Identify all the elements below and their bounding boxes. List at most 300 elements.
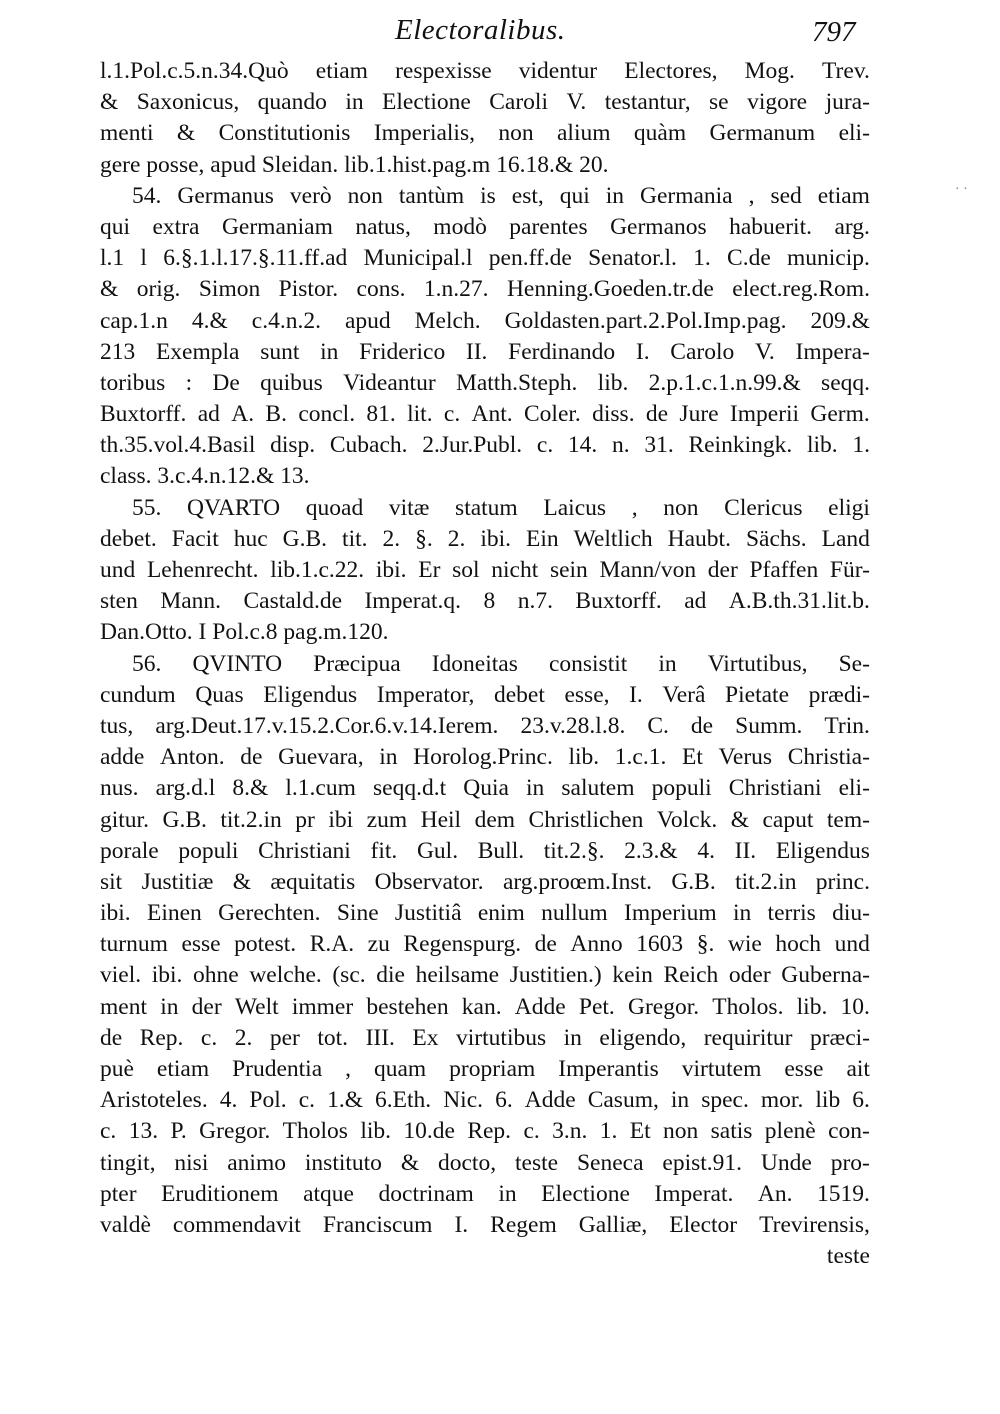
word: tem-: [826, 806, 870, 833]
word: 10.: [840, 993, 870, 1020]
word: animo: [227, 1149, 286, 1176]
word: l: [140, 245, 147, 272]
word: in: [658, 650, 677, 677]
word: &: [176, 120, 196, 147]
word: Lehenrecht.: [146, 557, 259, 583]
word: propriam: [449, 1056, 536, 1082]
word: &: [100, 89, 119, 116]
word: welche.: [249, 962, 322, 989]
word: docto,: [438, 1149, 497, 1176]
word: V.: [754, 338, 775, 365]
word: præci-: [809, 1024, 870, 1051]
word: tit.2.in: [735, 868, 797, 895]
word: elect.reg.Rom.: [732, 276, 870, 303]
word: Germanum: [709, 120, 816, 147]
text-line: [100, 1085, 870, 1116]
word: Aristoteles.: [100, 1087, 208, 1114]
word: etiam: [315, 58, 368, 84]
word: apud: [344, 307, 391, 334]
word: I.: [635, 338, 650, 365]
text-line: [100, 555, 870, 586]
word: &: [400, 1149, 420, 1176]
word: Seneca: [576, 1149, 644, 1176]
word: Regenspurg.: [403, 931, 522, 958]
text-line: [100, 430, 870, 461]
text-line: [100, 493, 870, 524]
word: statum: [455, 494, 518, 521]
word: sein: [549, 557, 588, 583]
word: diss.: [592, 401, 635, 428]
text-line: [100, 56, 870, 87]
word: c.: [200, 1024, 218, 1051]
word: die: [376, 962, 405, 989]
word: zum: [366, 806, 408, 833]
word: Rep.: [467, 1118, 512, 1145]
body-text: [100, 56, 870, 1272]
word: Eligendus: [263, 681, 358, 708]
word: in: [498, 1180, 517, 1207]
word: tantùm: [398, 182, 465, 209]
word: Für-: [829, 557, 870, 583]
margin-mark: · ·: [955, 182, 968, 197]
word: pen.ff.de: [488, 245, 572, 272]
word: Gregor.: [627, 993, 700, 1020]
word: Et: [682, 744, 703, 771]
word: princ.: [815, 868, 870, 895]
word: valdè: [100, 1211, 151, 1238]
word: tit.: [342, 525, 368, 552]
word: arg.d.l: [155, 775, 216, 802]
word: ,: [748, 182, 755, 209]
word: cundum: [100, 681, 176, 708]
word: tingit,: [100, 1149, 156, 1176]
word: is: [480, 182, 496, 209]
word: nullum: [541, 900, 608, 927]
word: Saxonicus,: [136, 89, 240, 116]
word: Weltlich: [573, 525, 653, 552]
word: Gregor.: [199, 1118, 271, 1145]
text-line: [100, 1116, 870, 1147]
word: Mog.: [744, 58, 795, 84]
word: Germ.: [810, 401, 870, 428]
word: G.B.: [282, 525, 328, 552]
word: Facit: [171, 525, 219, 552]
word: 2.: [447, 525, 466, 552]
word: 54.: [132, 182, 162, 209]
word: Christlichen: [528, 806, 644, 833]
word: in: [563, 1024, 582, 1051]
word: Ein: [526, 525, 559, 552]
word: Regem: [490, 1211, 557, 1238]
text-line: [100, 1179, 870, 1210]
word: &: [232, 868, 252, 895]
word: jura-: [825, 89, 870, 116]
text-line: [100, 1023, 870, 1054]
word: c.: [100, 1118, 117, 1145]
word: II.: [465, 338, 488, 365]
word: Idoneitas: [431, 650, 518, 677]
word: municip.: [787, 245, 870, 272]
word: caput: [762, 806, 814, 833]
word: potest.: [234, 931, 297, 958]
word: Bull.: [477, 837, 525, 864]
word: etiam: [817, 182, 870, 209]
word: 1.c.1.: [614, 744, 667, 771]
word: 4.: [697, 837, 715, 864]
word: gitur.: [100, 806, 149, 833]
word: Prudentia: [232, 1056, 323, 1082]
word: 6.: [852, 1087, 870, 1114]
word: De: [212, 369, 240, 396]
word: Haubt.: [667, 525, 731, 552]
word: non: [347, 182, 383, 209]
word: und: [834, 931, 870, 958]
word: viel.: [100, 962, 142, 989]
word: 213: [100, 338, 136, 365]
word: 1.&: [327, 1087, 363, 1114]
word: &: [730, 806, 749, 833]
word: Quia: [463, 775, 509, 802]
word: 209.&: [810, 307, 870, 334]
word: 1.: [852, 432, 870, 459]
word: QVARTO: [187, 494, 281, 521]
word: Volck.: [656, 806, 718, 833]
word: turnum: [100, 931, 168, 958]
word: vitæ: [388, 494, 430, 521]
word: n.7.: [517, 588, 553, 615]
text-line: [100, 805, 870, 836]
word: verò: [289, 182, 332, 209]
word: Land: [821, 525, 870, 552]
word: Se-: [838, 650, 870, 677]
word: Matth.Steph.: [455, 369, 578, 396]
word: Præcipua: [313, 650, 401, 677]
word: Pet.: [578, 993, 615, 1020]
word: A.: [231, 401, 255, 428]
word: 23.v.28.l.8.: [520, 712, 626, 739]
word: heilsame: [415, 962, 500, 989]
catchword: teste: [826, 1243, 870, 1270]
word: esse: [784, 1056, 824, 1082]
word: Trin.: [824, 712, 870, 739]
text-line: [100, 1148, 870, 1179]
word: per: [269, 1024, 300, 1051]
word: :: [185, 369, 193, 396]
word: 56.: [132, 650, 162, 677]
word: immer: [291, 993, 354, 1020]
word: pr: [295, 806, 315, 833]
word: non: [663, 1118, 699, 1145]
word: Sächs.: [745, 525, 807, 552]
text-line: [100, 306, 870, 337]
word: pro-: [830, 1149, 870, 1176]
word: 13.: [128, 1118, 159, 1145]
word: de: [100, 1024, 123, 1051]
word: l.1: [100, 245, 125, 272]
word: in: [379, 744, 398, 771]
word: Virtutibus,: [707, 650, 808, 677]
word: nisi: [174, 1149, 209, 1176]
text-line: [100, 742, 870, 773]
word: l.1.cum: [285, 775, 356, 802]
word: QVINTO: [192, 650, 283, 677]
word: Galliæ,: [578, 1211, 648, 1238]
word: requiritur: [703, 1024, 793, 1051]
word: 8.&: [232, 775, 269, 802]
word: c.: [443, 401, 461, 428]
word: lib.1.c.22.: [270, 557, 365, 583]
word: non: [663, 494, 699, 521]
word: c.: [523, 1118, 540, 1145]
word: Guevara,: [278, 744, 364, 771]
word: ibi.: [151, 962, 183, 989]
word: Reinkingk.: [688, 432, 793, 459]
word: c.: [298, 1087, 316, 1114]
word: Electione: [541, 1180, 630, 1207]
word: seqq.d.t: [373, 775, 447, 802]
word: 31.: [644, 432, 674, 459]
word: Melch.: [414, 307, 481, 334]
word: 2.3.&: [624, 837, 678, 864]
word: Observator.: [374, 868, 484, 895]
word: in: [605, 182, 624, 209]
word: Imperat.: [654, 1180, 734, 1207]
word: 6.Eth.: [375, 1087, 432, 1114]
word: 8: [483, 588, 496, 615]
word: populi: [651, 775, 712, 802]
word: I.: [454, 1211, 469, 1238]
text-line: [100, 1054, 870, 1085]
word: tit.2.in: [220, 806, 282, 833]
word: nus.: [100, 775, 139, 802]
word: Gul.: [416, 837, 459, 864]
word: esse: [181, 931, 221, 958]
word: orig.: [136, 276, 181, 303]
word: se: [709, 89, 729, 116]
text-line: [100, 711, 870, 742]
text-line: [100, 274, 870, 305]
word: Videantur: [343, 369, 436, 396]
word: §.: [415, 525, 433, 552]
word: Electores,: [624, 58, 718, 84]
word: Tholos.: [712, 993, 784, 1020]
word: 1519.: [817, 1180, 870, 1207]
word: lib.: [360, 1118, 392, 1145]
word: und: [100, 557, 136, 583]
word: A.B.th.31.lit.b.: [728, 588, 870, 615]
word: est,: [511, 182, 544, 209]
word: Germania: [639, 182, 733, 209]
word: ibi: [328, 806, 354, 833]
word: eligi: [828, 494, 870, 521]
word: Germaniam: [221, 213, 333, 240]
word: Electione: [382, 89, 471, 116]
word: Verus: [718, 744, 773, 771]
text-line: [100, 992, 870, 1023]
word: 81.: [366, 401, 396, 428]
word: Er: [418, 557, 441, 583]
word: Pol.: [249, 1087, 287, 1114]
word: arg.Deut.17.v.15.2.Cor.6.v.14.Ierem.: [155, 712, 499, 739]
word: concl.: [298, 401, 356, 428]
word: mor.: [760, 1087, 804, 1114]
word: 10.de: [403, 1118, 455, 1145]
word: diu-: [832, 900, 870, 927]
word: arg.: [834, 213, 870, 240]
running-head: Electoralibus.: [395, 14, 566, 46]
word: habuerit.: [729, 213, 812, 240]
word: 2.: [382, 525, 401, 552]
word: plenè: [764, 1118, 816, 1145]
word: qui: [559, 182, 590, 209]
word: 6.§.1.l.17.§.11.ff.ad: [163, 245, 348, 272]
word: Pfaffen: [749, 557, 819, 583]
word: pter: [100, 1180, 137, 1207]
word: de: [690, 712, 714, 739]
word: spec.: [701, 1087, 749, 1114]
word: Eruditionem: [161, 1180, 279, 1207]
word: in: [670, 1087, 690, 1114]
word: populi: [178, 837, 239, 864]
word: ibi.: [375, 557, 407, 583]
word: th.35.vol.4.Basil: [100, 432, 256, 459]
word: Ex: [412, 1024, 439, 1051]
word: Reich: [663, 962, 719, 989]
word: Caroli: [489, 89, 548, 116]
word: Impera-: [795, 338, 870, 365]
word: wie: [727, 931, 762, 958]
word: 4.&: [191, 307, 228, 334]
word: Justitien.): [509, 962, 602, 989]
word: seqq.: [821, 369, 870, 396]
word: Germanus: [177, 182, 274, 209]
text-line: [100, 680, 870, 711]
word: hoch: [775, 931, 822, 958]
word: bestehen: [366, 993, 449, 1020]
text-line: [100, 243, 870, 274]
word: Cubach.: [329, 432, 408, 459]
word: ,: [345, 1056, 351, 1082]
word: P.: [170, 1118, 187, 1145]
word: cap.1.n: [100, 307, 168, 334]
word: Friderico: [359, 338, 446, 365]
word: disp.: [270, 432, 316, 459]
word: Nic.: [443, 1087, 484, 1114]
word: etiam: [156, 1056, 210, 1082]
word: puè: [100, 1056, 134, 1082]
word: nicht: [491, 557, 539, 583]
word: Castald.de: [243, 588, 343, 615]
word: ment: [100, 993, 147, 1020]
word: alium: [556, 120, 611, 147]
word: Goldasten.part.2.Pol.Imp.pag.: [504, 307, 787, 334]
text-line: [100, 586, 870, 617]
word: doctrinam: [378, 1180, 474, 1207]
word: der: [191, 993, 222, 1020]
word: adde: [100, 744, 145, 771]
word: der: [707, 557, 738, 583]
word: Elector: [669, 1211, 738, 1238]
word: 1.n.27.: [423, 276, 489, 303]
word: qui: [100, 213, 131, 240]
word: Buxtorff.: [100, 401, 187, 428]
word: atque: [303, 1180, 354, 1207]
word: prædi-: [808, 681, 870, 708]
word: Imperialis,: [373, 120, 475, 147]
word: Justitiæ: [141, 868, 214, 895]
word: 14.: [567, 432, 598, 459]
word: Einen: [146, 900, 202, 927]
word: quoad: [305, 494, 364, 521]
word: Germanos: [610, 213, 707, 240]
word: quam: [373, 1056, 427, 1082]
text-line: [100, 960, 870, 991]
word: l.1.Pol.c.5.n.34.Quò: [100, 58, 289, 84]
word: tit.2.§.: [543, 837, 605, 864]
word: in: [345, 89, 364, 116]
word: de: [240, 744, 263, 771]
word: Imperat.q.: [364, 588, 462, 615]
word: c.: [536, 432, 554, 459]
text-line: [100, 87, 870, 118]
word: Mann/von: [599, 557, 697, 583]
word: lit.: [407, 401, 433, 428]
word: II.: [734, 837, 757, 864]
word: §.: [696, 931, 715, 958]
word: sed: [770, 182, 802, 209]
word: menti: [100, 120, 154, 147]
word: epist.91.: [662, 1149, 743, 1176]
word: G.B.: [162, 806, 207, 833]
word: tus,: [100, 712, 134, 739]
word: natus,: [355, 213, 411, 240]
word: 2.p.1.c.1.n.99.&: [648, 369, 801, 396]
word: Constitutionis: [218, 120, 351, 147]
text-line: [100, 524, 870, 555]
word: Henning.Goeden.tr.de: [506, 276, 714, 303]
word: c.4.n.2.: [251, 307, 321, 334]
text-line: [100, 649, 870, 680]
word: Trevirensis,: [759, 1211, 870, 1238]
word: oder: [728, 962, 771, 989]
word: arg.proœm.Inst.: [502, 868, 652, 895]
word: Trev.: [822, 58, 870, 84]
word: 4.: [219, 1087, 238, 1114]
word: quibus: [260, 369, 323, 396]
word: ad: [197, 401, 220, 428]
word: Imperium: [624, 900, 717, 927]
word: sit: [100, 868, 123, 895]
word: Heil: [420, 806, 462, 833]
word: terris: [767, 900, 816, 927]
text-line: [100, 773, 870, 804]
text-line: [100, 181, 870, 212]
word: toribus: [100, 369, 166, 396]
word: G.B.: [671, 868, 716, 895]
word: sol: [452, 557, 480, 583]
word: Carolo: [670, 338, 735, 365]
word: Laicus: [543, 494, 607, 521]
word: tot.: [317, 1024, 349, 1051]
text-line: [100, 118, 870, 149]
text-line: class. 3.c.4.n.12.& 13.: [100, 463, 310, 490]
word: I.: [629, 681, 643, 708]
word: &: [100, 276, 119, 303]
word: Jure: [679, 401, 719, 428]
word: Unde: [760, 1149, 812, 1176]
word: virtutibus: [456, 1024, 547, 1051]
word: eli-: [838, 120, 870, 147]
